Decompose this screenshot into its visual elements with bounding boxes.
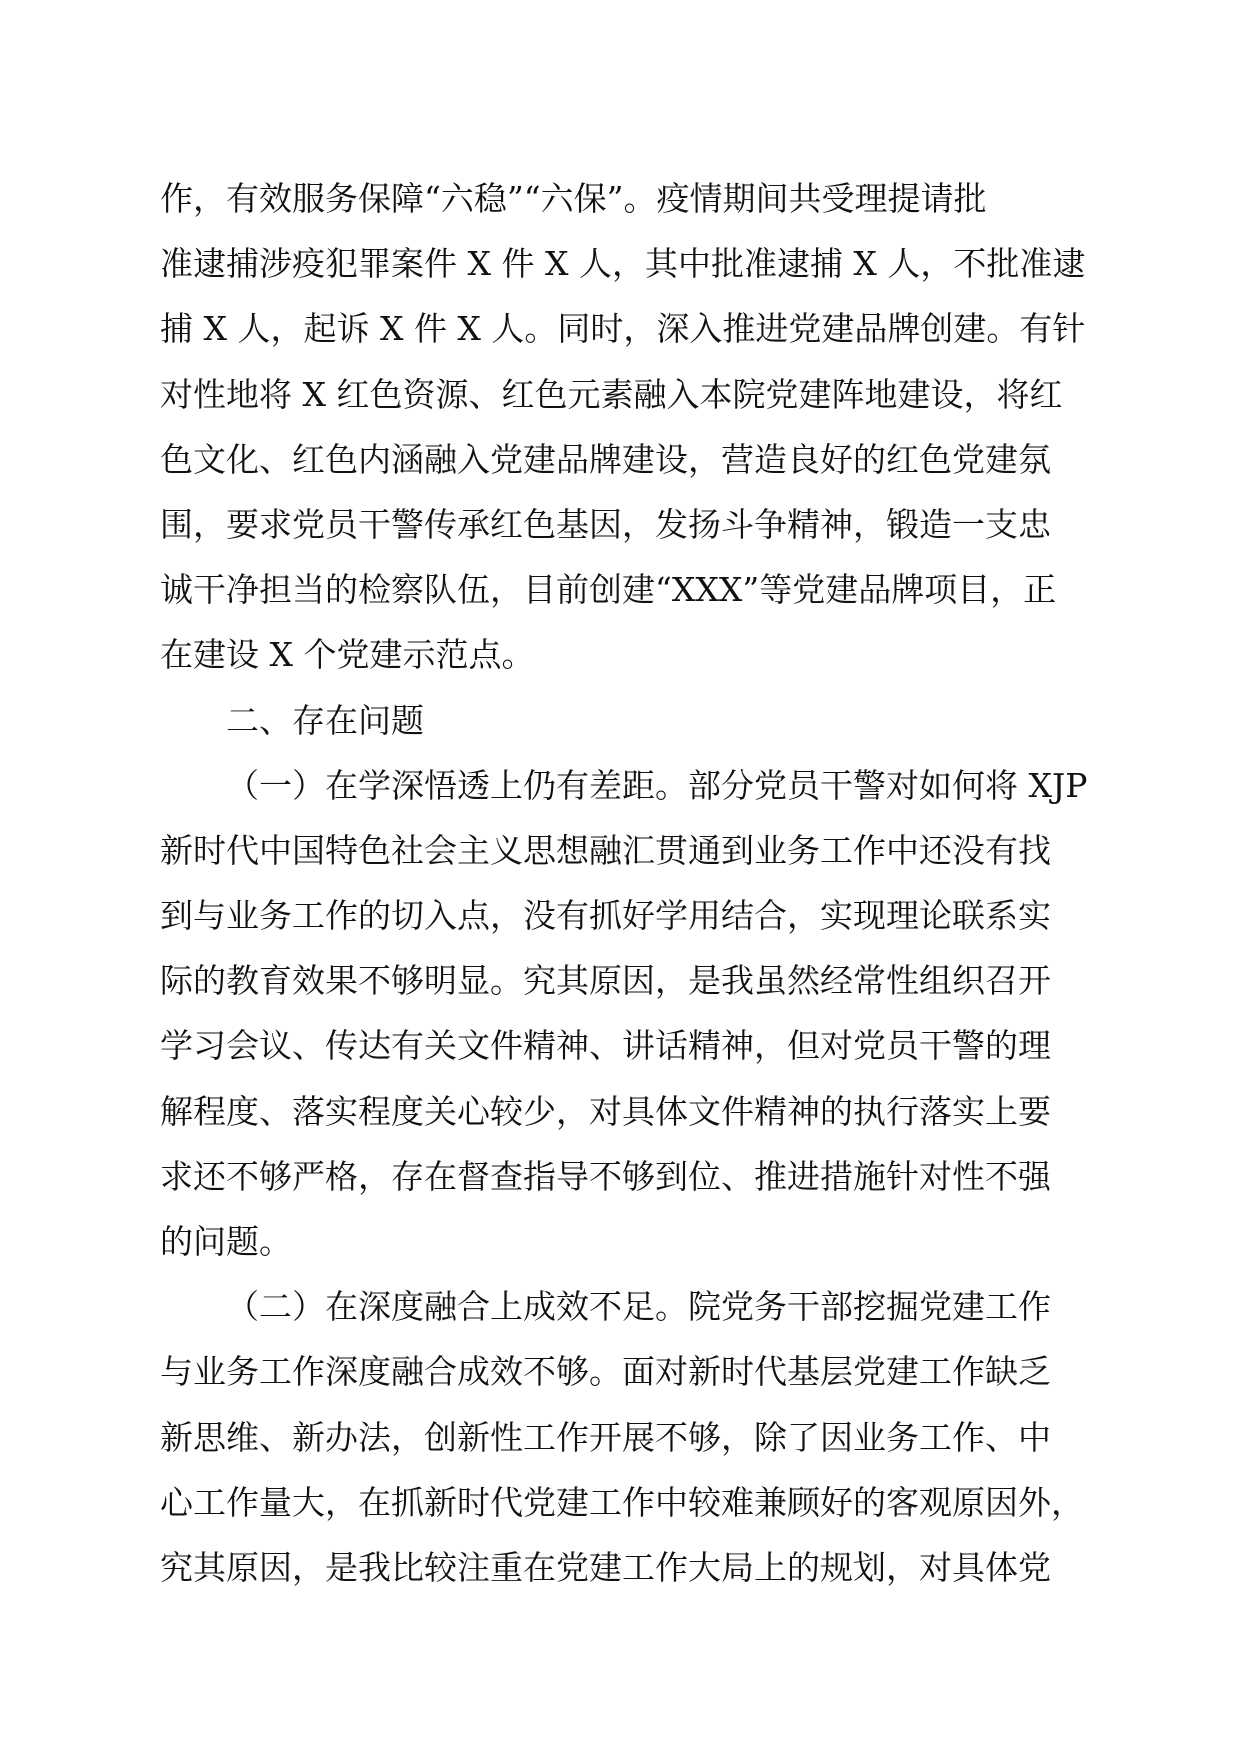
text-line: 求还不够严格，存在督查指导不够到位、推进措施针对性不强	[160, 1156, 1051, 1196]
text-line: 在建设 X 个党建示范点。	[160, 635, 535, 675]
body-text	[160, 166, 1090, 1600]
text-line: （二）在深度融合上成效不足。院党务干部挖掘党建工作	[226, 1287, 1051, 1327]
text-line: 新时代中国特色社会主义思想融汇贯通到业务工作中还没有找	[160, 830, 1051, 870]
text-line: 诚干净担当的检察队伍，目前创建“XXX”等党建品牌项目，正	[160, 570, 1057, 610]
text-line: 对性地将 X 红色资源、红色元素融入本院党建阵地建设，将红	[160, 374, 1063, 414]
text-line: （一）在学深悟透上仍有差距。部分党员干警对如何将 XJP	[226, 765, 1088, 805]
section-heading: 二、存在问题	[226, 700, 424, 740]
text-line: 围，要求党员干警传承红色基因，发扬斗争精神，锻造一支忠	[160, 504, 1051, 544]
text-line: 作，有效服务保障“六稳”“六保”。疫情期间共受理提请批	[160, 179, 987, 218]
text-line: 的问题。	[160, 1222, 292, 1261]
text-line: 新思维、新办法，创新性工作开展不够，除了因业务工作、中	[160, 1417, 1051, 1457]
text-line: 际的教育效果不够明显。究其原因，是我虽然经常性组织召开	[160, 961, 1051, 1001]
text-line: 解程度、落实程度关心较少，对具体文件精神的执行落实上要	[160, 1091, 1051, 1131]
text-line: 心工作量大，在抓新时代党建工作中较难兼顾好的客观原因外，	[160, 1482, 1084, 1522]
text-line: 准逮捕涉疫犯罪案件 X 件 X 人，其中批准逮捕 X 人，不批准逮	[160, 244, 1086, 284]
text-line: 学习会议、传达有关文件精神、讲话精神，但对党员干警的理	[160, 1026, 1051, 1066]
text-line: 捕 X 人，起诉 X 件 X 人。同时，深入推进党建品牌创建。有针	[160, 309, 1086, 349]
text-line: 与业务工作深度融合成效不够。面对新时代基层党建工作缺乏	[160, 1352, 1051, 1392]
text-line: 到与业务工作的切入点，没有抓好学用结合，实现理论联系实	[160, 896, 1051, 936]
text-line: 究其原因，是我比较注重在党建工作大局上的规划，对具体党	[160, 1547, 1051, 1587]
text-line: 色文化、红色内涵融入党建品牌建设，营造良好的红色党建氛	[160, 439, 1051, 479]
